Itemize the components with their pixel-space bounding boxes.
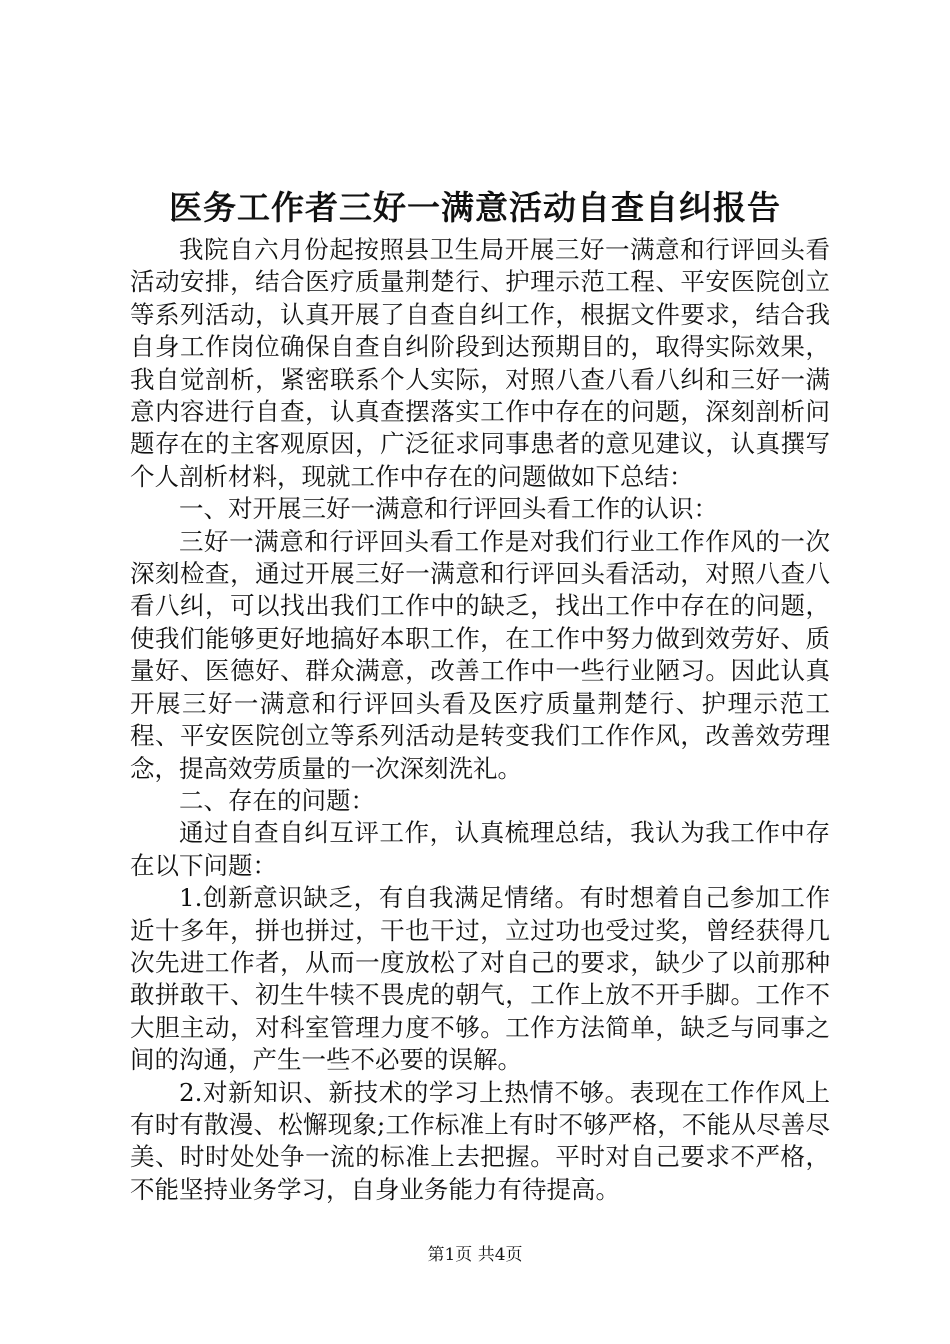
paragraph-understanding: 三好一满意和行评回头看工作是对我们行业工作作风的一次深刻检查，通过开展三好一满意和行评回头看活动，对照八查八看八纠，可以找出我们工作中的缺乏，找出工作中存在的问题，使我们能够更好地搞好本职工作，在工作中努力做到效劳好、质量好、医德好、群众满意，改善工作中一些行业陋习。因此认真开展三好一满意和行评回头看及医疗质量荆楚行、护理示范工程、平安医院创立等系列活动是转变我们工作作风，改善效劳理念，提高效劳质量的一次深刻洗礼。	[130, 526, 830, 783]
section-heading-understanding: 一、对开展三好一满意和行评回头看工作的认识：	[179, 494, 718, 524]
page-footer: 第1页 共4页	[427, 1245, 523, 1265]
section-heading-problems: 二、存在的问题：	[179, 785, 375, 815]
paragraph-problems-intro: 通过自查自纠互评工作，认真梳理总结，我认为我工作中存在以下问题：	[130, 818, 830, 880]
paragraph-problem-1: 1.创新意识缺乏，有自我满足情绪。有时想着自己参加工作近十多年，拼也拼过，干也干过，立过功也受过奖，曾经获得几次先进工作者，从而一度放松了对自己的要求，缺少了以前那种敢拼敢干、初生牛犊不畏虎的朝气，工作上放不开手脚。工作不大胆主动，对科室管理力度不够。工作方法简单，缺乏与同事之间的沟通，产生一些不必要的误解。	[130, 883, 830, 1075]
paragraph-problem-2: 2.对新知识、新技术的学习上热情不够。表现在工作作风上有时有散漫、松懈现象;工作标准上有时不够严格，不能从尽善尽美、时时处处争一流的标准上去把握。平时对自己要求不严格，不能坚持业务学习，自身业务能力有待提高。	[130, 1077, 830, 1204]
paragraph-intro: 我院自六月份起按照县卫生局开展三好一满意和行评回头看活动安排，结合医疗质量荆楚行、护理示范工程、平安医院创立等系列活动，认真开展了自查自纠工作，根据文件要求，结合我自身工作岗位确保自查自纠阶段到达预期目的，取得实际效果，我自觉剖析，紧密联系个人实际，对照八查八看八纠和三好一满意内容进行自查，认真查摆落实工作中存在的问题，深刻剖析问题存在的主客观原因，广泛征求同事患者的意见建议，认真撰写个人剖析材料，现就工作中存在的问题做如下总结：	[130, 235, 830, 491]
document-body	[130, 234, 830, 1206]
document-title: 医务工作者三好一满意活动自查自纠报告	[169, 188, 781, 227]
